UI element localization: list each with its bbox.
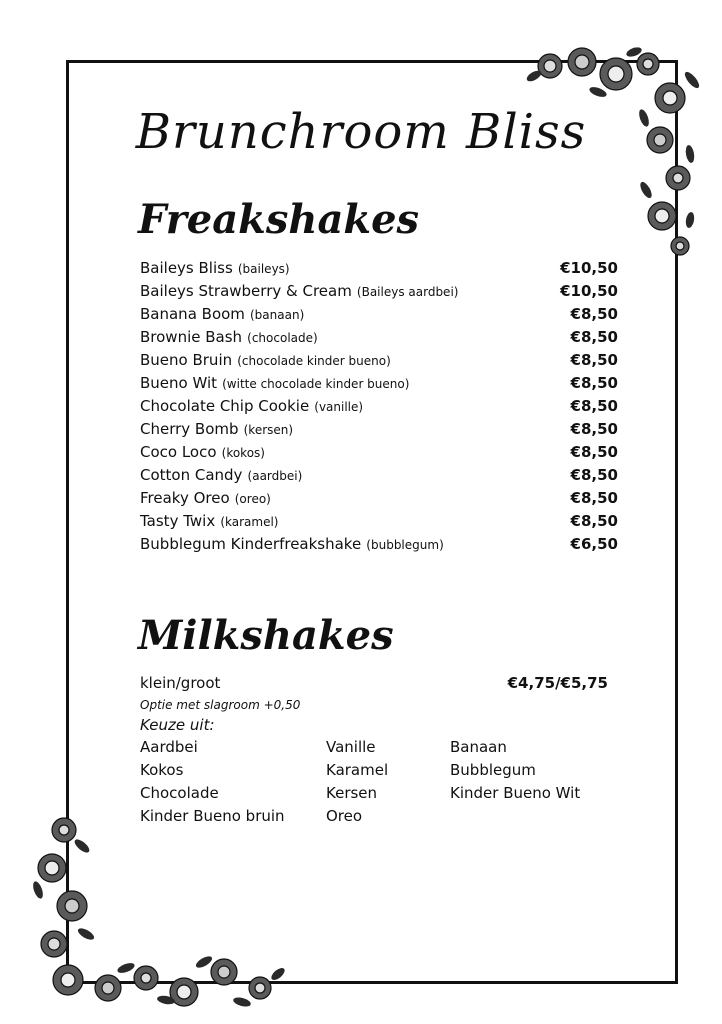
menu-item-price: €8,50 — [570, 374, 618, 392]
menu-item-price: €8,50 — [570, 351, 618, 369]
menu-item-row — [140, 281, 618, 304]
milkshake-flavor: Kersen — [326, 784, 378, 802]
menu-item-row — [140, 350, 618, 373]
menu-item-note: (oreo) — [234, 492, 271, 506]
milkshake-choose-label: Keuze uit: — [140, 716, 215, 734]
menu-item-name: Bubblegum Kinderfreakshake — [140, 535, 362, 553]
menu-item-note: (kokos) — [221, 446, 265, 460]
menu-item-note: (banaan) — [250, 308, 305, 322]
page-title: Brunchroom Bliss — [135, 104, 587, 160]
menu-item-row — [140, 304, 618, 327]
menu-item-name: Banana Boom — [140, 305, 245, 323]
menu-item-price: €6,50 — [570, 535, 618, 553]
menu-item-text — [140, 534, 444, 553]
milkshake-size-price: €4,75/€5,75 — [507, 674, 608, 692]
menu-item-note: (kersen) — [243, 423, 294, 437]
menu-item-text — [140, 396, 363, 415]
milkshake-size-label: klein/groot — [140, 674, 221, 692]
menu-item-text — [140, 304, 304, 323]
menu-item-name: Baileys Strawberry & Cream — [140, 282, 352, 300]
menu-item-text — [140, 419, 293, 438]
menu-item-text — [140, 373, 409, 392]
menu-item-note: (baileys) — [237, 262, 290, 276]
menu-item-name: Bueno Wit — [140, 374, 218, 392]
menu-item-text — [140, 511, 278, 530]
menu-item-row — [140, 511, 618, 534]
menu-item-note: (bubblegum) — [366, 538, 444, 552]
menu-item-row — [140, 442, 618, 465]
menu-item-text — [140, 327, 318, 346]
milkshakes-section — [140, 674, 608, 828]
menu-item-price: €8,50 — [570, 328, 618, 346]
menu-item-price: €8,50 — [570, 420, 618, 438]
milkshake-flavor: Banaan — [450, 738, 507, 756]
menu-item-name: Tasty Twix — [140, 512, 216, 530]
milkshake-flavor: Aardbei — [140, 738, 198, 756]
menu-item-text — [140, 281, 458, 300]
menu-item-name: Brownie Bash — [140, 328, 243, 346]
menu-item-price: €8,50 — [570, 443, 618, 461]
milkshake-flavor-grid — [140, 736, 608, 828]
menu-item-row — [140, 419, 618, 442]
menu-item-name: Coco Loco — [140, 443, 217, 461]
milkshake-flavor: Oreo — [326, 807, 363, 825]
menu-item-text — [140, 258, 290, 277]
menu-item-row — [140, 373, 618, 396]
freakshakes-list — [140, 258, 618, 557]
milkshake-size-row — [140, 674, 608, 696]
milkshake-option: Optie met slagroom +0,50 — [140, 698, 301, 712]
menu-item-row — [140, 258, 618, 281]
milkshakes-heading: Milkshakes — [138, 612, 394, 659]
menu-item-price: €8,50 — [570, 305, 618, 323]
menu-item-text — [140, 442, 265, 461]
menu-item-note: (chocolade kinder bueno) — [237, 354, 391, 368]
milkshake-flavor: Karamel — [326, 761, 389, 779]
menu-item-row — [140, 396, 618, 419]
menu-item-note: (witte chocolade kinder bueno) — [222, 377, 410, 391]
menu-item-price: €8,50 — [570, 512, 618, 530]
menu-item-note: (karamel) — [220, 515, 279, 529]
menu-item-row — [140, 488, 618, 511]
freakshakes-heading: Freakshakes — [138, 196, 420, 243]
menu-item-note: (vanille) — [314, 400, 364, 414]
menu-item-price: €8,50 — [570, 397, 618, 415]
milkshake-flavor: Kokos — [140, 761, 184, 779]
menu-item-name: Cherry Bomb — [140, 420, 239, 438]
menu-item-price: €10,50 — [560, 282, 618, 300]
milkshake-flavor: Kinder Bueno Wit — [450, 784, 581, 802]
menu-item-price: €10,50 — [560, 259, 618, 277]
menu-item-name: Bueno Bruin — [140, 351, 233, 369]
menu-item-text — [140, 465, 302, 484]
menu-item-name: Freaky Oreo — [140, 489, 230, 507]
menu-item-note: (aardbei) — [247, 469, 303, 483]
menu-item-text — [140, 488, 271, 507]
menu-item-row — [140, 465, 618, 488]
menu-item-name: Baileys Bliss — [140, 259, 233, 277]
milkshake-flavor: Bubblegum — [450, 761, 536, 779]
milkshake-flavor: Kinder Bueno bruin — [140, 807, 285, 825]
menu-item-row — [140, 534, 618, 557]
menu-item-price: €8,50 — [570, 489, 618, 507]
menu-item-text — [140, 350, 391, 369]
menu-item-note: (chocolade) — [247, 331, 318, 345]
menu-item-name: Chocolate Chip Cookie — [140, 397, 310, 415]
menu-item-name: Cotton Candy — [140, 466, 243, 484]
milkshake-flavor: Vanille — [326, 738, 376, 756]
menu-item-note: (Baileys aardbei) — [356, 285, 459, 299]
milkshake-flavor: Chocolade — [140, 784, 219, 802]
menu-item-row — [140, 327, 618, 350]
menu-item-price: €8,50 — [570, 466, 618, 484]
